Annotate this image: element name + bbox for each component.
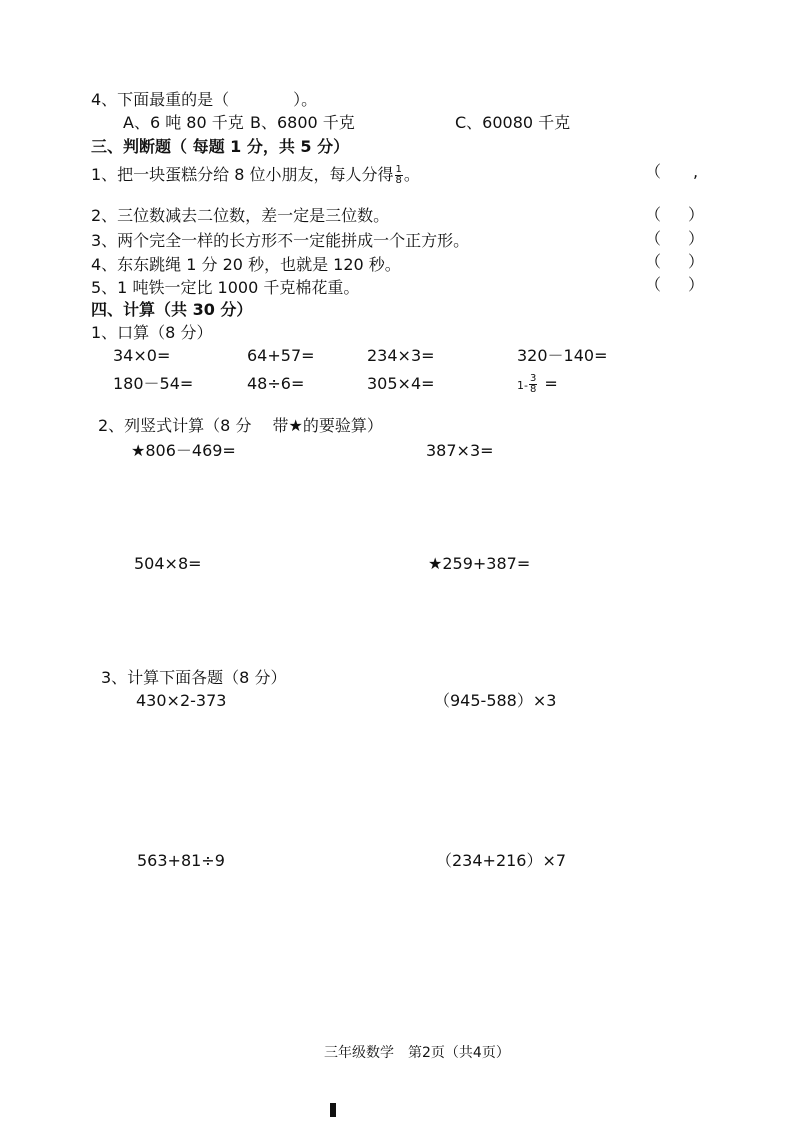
answer-paren-open-5: （ [645, 275, 662, 294]
answer-paren-close-3: ） [688, 229, 705, 248]
fraction-denominator: 8 [395, 175, 402, 186]
oral-item-8-prefix: 1- [517, 379, 528, 392]
mixed-item-3: 563+81÷9 [137, 851, 225, 870]
answer-paren-close-2: ） [688, 205, 705, 224]
judge-item-1 [91, 165, 420, 186]
oral-item-8 [517, 374, 558, 396]
section-judge-heading: 三、判断题（ 每题 1 分，共 5 分） [91, 137, 350, 156]
oral-item-2: 64+57= [247, 346, 315, 365]
answer-paren-close-1: , [693, 162, 699, 181]
fraction-numerator: 1 [395, 164, 402, 175]
mixed-item-2: （945-588）×3 [434, 691, 557, 710]
vertical-item-4: ★259+387= [428, 554, 531, 573]
answer-paren-open-4: （ [645, 252, 662, 271]
judge-item-1-end: 。 [403, 165, 420, 184]
vertical-item-3: 504×8= [134, 554, 202, 573]
scan-mark [330, 1103, 336, 1117]
section-calc-heading: 四、计算（共 30 分） [91, 300, 253, 319]
answer-paren-open-1: （ [645, 162, 662, 181]
answer-paren-open-3: （ [645, 229, 662, 248]
fraction-one-eighth [395, 165, 403, 186]
option-b: B、6800 千克 [250, 113, 355, 132]
vertical-item-1: ★806－469= [131, 441, 236, 460]
option-c: C、60080 千克 [455, 113, 571, 132]
answer-paren-close-5: ） [688, 275, 705, 294]
fraction-denominator: 8 [529, 384, 537, 395]
mixed-item-1: 430×2-373 [136, 691, 227, 710]
judge-item-5: 5、1 吨铁一定比 1000 千克棉花重。 [91, 278, 360, 297]
oral-item-7: 305×4= [367, 374, 435, 393]
judge-item-2: 2、三位数减去二位数，差一定是三位数。 [91, 206, 390, 225]
judge-item-1-text: 1、把一块蛋糕分给 8 位小朋友，每人分得 [91, 165, 394, 184]
mixed-calc-heading: 3、计算下面各题（8 分） [101, 668, 287, 687]
vertical-item-2: 387×3= [426, 441, 494, 460]
mixed-item-4: （234+216）×7 [436, 851, 567, 870]
oral-item-8-equals: = [544, 374, 558, 393]
answer-paren-open-2: （ [645, 205, 662, 224]
oral-item-6: 48÷6= [247, 374, 305, 393]
oral-item-5: 180－54= [113, 374, 194, 393]
choice-question-4: 4、下面最重的是（ ）。 [91, 90, 318, 109]
judge-item-4: 4、东东跳绳 1 分 20 秒，也就是 120 秒。 [91, 255, 401, 274]
oral-item-4: 320－140= [517, 346, 608, 365]
answer-paren-close-4: ） [688, 252, 705, 271]
fraction-three-eighths [529, 374, 537, 395]
page-footer: 三年级数学 第2页（共4页） [324, 1045, 510, 1061]
oral-item-1: 34×0= [113, 346, 171, 365]
oral-calc-heading: 1、口算（8 分） [91, 323, 213, 342]
option-a: A、6 吨 80 千克 [123, 113, 244, 132]
oral-item-3: 234×3= [367, 346, 435, 365]
fraction-numerator: 3 [529, 373, 537, 384]
judge-item-3: 3、两个完全一样的长方形不一定能拼成一个正方形。 [91, 231, 470, 250]
vertical-calc-heading: 2、列竖式计算（8 分 带★的要验算） [98, 416, 383, 435]
